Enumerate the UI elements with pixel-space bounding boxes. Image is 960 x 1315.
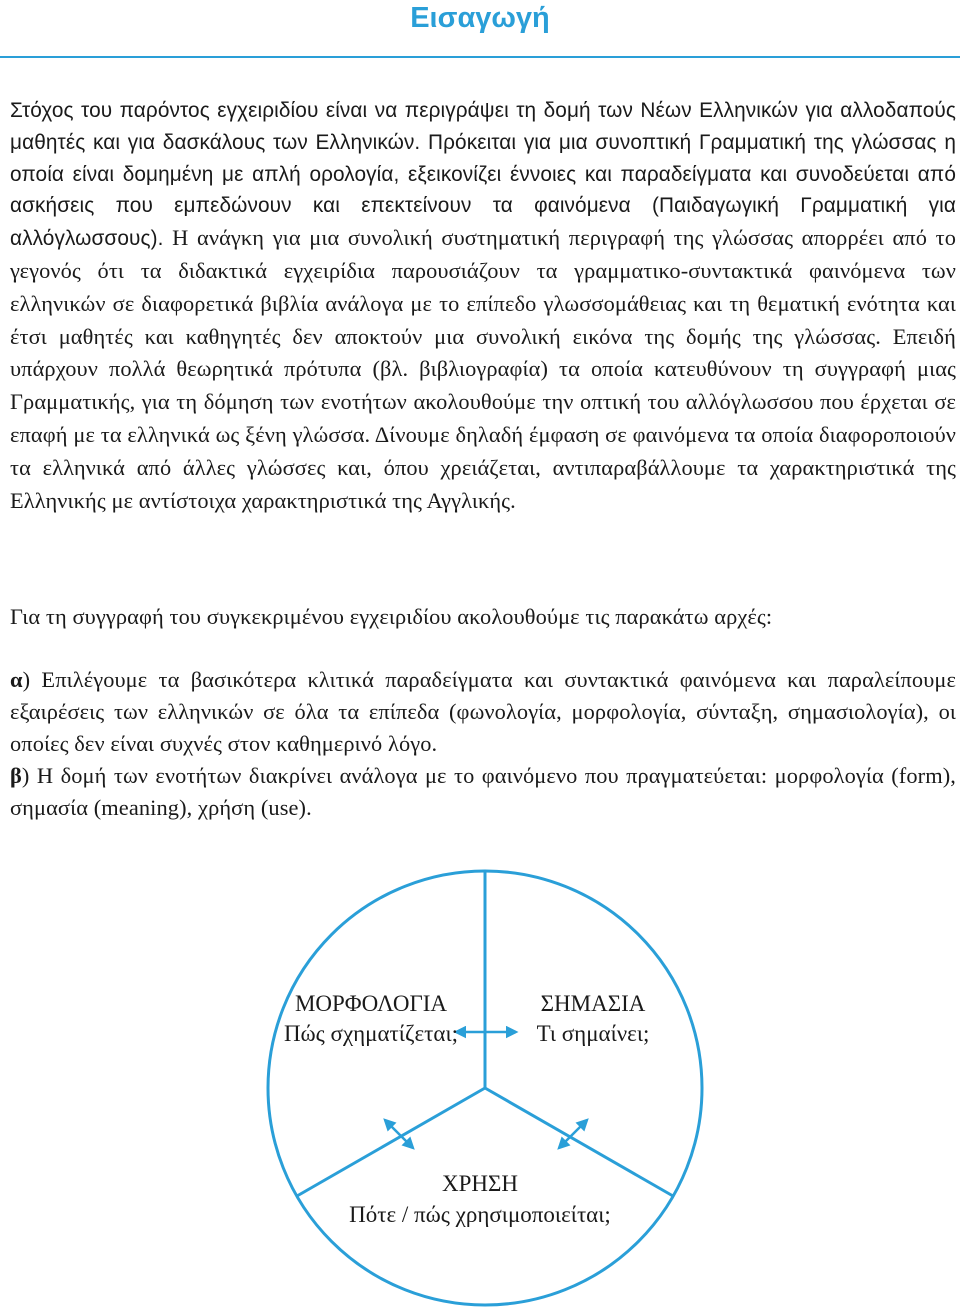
- principle-b-label: β: [10, 763, 22, 788]
- page-title: Εισαγωγή: [410, 2, 550, 34]
- intro-sans-text: Στόχος του παρόντος εγχειριδίου είναι να περιγράψει τη δομή των Νέων Ελληνικών για αλλοδαπούς μαθητές και για δασκάλους των Ελληνικών. Πρόκειται για μια συνοπτική Γραμματική της γλώσσας η οποία είναι δομημένη με απλή ορολογία, εξεικονίζει έννοιες και παραδείγματα και συνοδεύεται από ασκήσεις που εμπεδώνουν και επεκτείνουν τα φαινόμενα (Παιδαγωγική Γραμματική για αλλόγλωσσους).: [10, 99, 956, 251]
- use-title: ΧΡΗΣΗ: [441, 1171, 519, 1196]
- intro-serif-text: Η ανάγκη για μια συνολική συστηματική περιγραφή της γλώσσας απορρέει από το γεγονός ότι τα διδακτικά εγχειρίδια παρουσιάζουν τα γραμματικο-συντακτικά φαινόμενα των ελληνικών σε διαφορετικά βιβλία ανάλογα με το επίπεδο γλωσσομάθειας και τη θεματική ενότητα και έτσι μαθητές και καθηγητές δεν αποκτούν μια συνολική εικόνα της δομής της γλώσσας. Επειδή υπάρχουν πολλά θεωρητικά πρότυπα (βλ. βιβλιογραφία) τα οποία κατευθύνουν τη συγγραφή μιας Γραμματικής, για τη δόμηση των ενοτήτων ακολουθούμε την οπτική του αλλόγλωσσου που έρχεται σε επαφή με τα ελληνικά ως ξένη γλώσσα. Δίνουμε δηλαδή έμφαση σε φαινόμενα τα οποία διαφοροποιούν τα ελληνικά από άλλες γλώσσες και, όπου χρειάζεται, αντιπαραβάλλουμε τα χαρακτηριστικά της Ελληνικής με αντίστοιχα χαρακτηριστικά της Αγγλικής.: [10, 225, 956, 513]
- principles-intro: Για τη συγγραφή του συγκεκριμένου εγχειριδίου ακολουθούμε τις παρακάτω αρχές:: [10, 604, 773, 629]
- principle-a-label: α: [10, 667, 23, 692]
- morphology-title: ΜΟΡΦΟΛΟΓΙΑ: [294, 991, 448, 1016]
- meaning-question: Τι σημαίνει;: [536, 1021, 650, 1046]
- morphology-question: Πώς σχηματίζεται;: [283, 1021, 459, 1046]
- meaning-title: ΣΗΜΑΣΙΑ: [540, 991, 646, 1016]
- use-question: Πότε / πώς χρησιμοποιείται;: [349, 1202, 611, 1227]
- principle-b-text: ) Η δομή των ενοτήτων διακρίνει ανάλογα με το φαινόμενο που πραγματεύεται: μορφολογία (form), σημασία (meaning), χρήση (use).: [10, 763, 956, 820]
- principle-a-text: ) Επιλέγουμε τα βασικότερα κλιτικά παραδείγματα και συντακτικά φαινόμενα και παραλείπουμε εξαιρέσεις των ελληνικών σε όλα τα επίπεδα (φωνολογία, μορφολογία, σύνταξη, σημασιολογία), οι οποίες δεν είναι συχνές στον καθημερινό λόγο.: [10, 667, 956, 756]
